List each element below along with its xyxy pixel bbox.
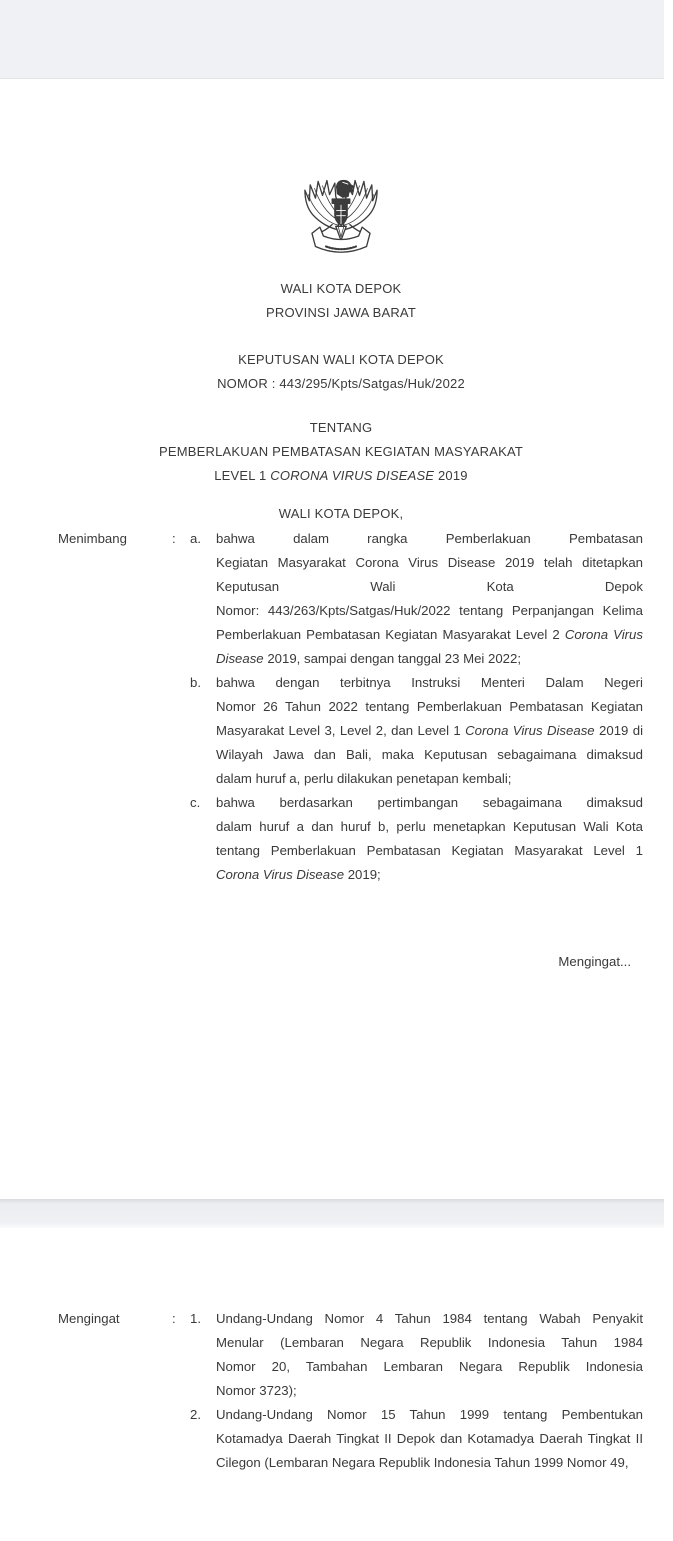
letterhead bbox=[9, 175, 673, 526]
page-break-separator bbox=[0, 1199, 664, 1228]
clause-line: bahwa dalam rangka Pemberlakuan Pembatasan bbox=[216, 531, 643, 546]
considering-item bbox=[190, 671, 643, 791]
clause-line: bahwa berdasarkan pertimbangan sebagaimana dimaksud bbox=[216, 795, 643, 810]
subject-line-1: PEMBERLAKUAN PEMBATASAN KEGIATAN MASYARAKAT bbox=[158, 444, 523, 459]
clause-line: Menular (Lembaran Negara Republik Indonesia Tahun 1984 bbox=[216, 1335, 643, 1350]
item-marker: a. bbox=[190, 531, 201, 546]
clause-line: Wilayah Jawa dan Bali, maka Keputusan sebagaimana dimaksud bbox=[216, 747, 643, 762]
decree-title: KEPUTUSAN WALI KOTA DEPOK bbox=[238, 352, 444, 367]
considering-section bbox=[0, 527, 664, 887]
clause-line: Undang-Undang Nomor 15 Tahun 1999 tentang Pembentukan bbox=[216, 1407, 643, 1422]
recalling-colon: : bbox=[172, 1311, 176, 1326]
item-marker: c. bbox=[190, 795, 201, 810]
clause-line: dalam huruf a dan huruf b, perlu menetapkan Keputusan Wali Kota bbox=[216, 819, 643, 834]
item-marker: 2. bbox=[190, 1407, 201, 1422]
item-text bbox=[216, 1403, 643, 1475]
item-text bbox=[216, 671, 643, 791]
decree-number: NOMOR : 443/295/Kpts/Satgas/Huk/2022 bbox=[217, 376, 465, 391]
tentang-label: TENTANG bbox=[309, 420, 373, 435]
salutation: WALI KOTA DEPOK, bbox=[278, 506, 404, 521]
clause-line: dalam huruf a, perlu dilakukan penetapan kembali; bbox=[216, 771, 512, 786]
recalling-item bbox=[190, 1307, 643, 1403]
recalling-item bbox=[190, 1403, 643, 1475]
clause-line: Nomor 26 Tahun 2022 tentang Pemberlakuan Pembatasan Kegiatan bbox=[216, 699, 643, 714]
item-text bbox=[216, 527, 643, 671]
recalling-section bbox=[0, 1307, 664, 1475]
document-page-1 bbox=[0, 175, 664, 1199]
clause-line: Masyarakat Level 3, Level 2, dan Level 1 Corona Virus Disease 2019 di bbox=[216, 723, 644, 738]
clause-line: Kotamadya Daerah Tingkat II Depok dan Kotamadya Daerah Tingkat II bbox=[216, 1431, 643, 1446]
clause-line: Cilegon (Lembaran Negara Republik Indonesia Tahun 1999 Nomor 49, bbox=[216, 1455, 629, 1470]
clause-line: Corona Virus Disease 2019; bbox=[216, 867, 381, 882]
recalling-items bbox=[190, 1307, 643, 1475]
considering-item bbox=[190, 527, 643, 671]
considering-items bbox=[190, 527, 643, 887]
page-continuation-word: Mengingat... bbox=[558, 954, 631, 969]
province-name: PROVINSI JAWA BARAT bbox=[266, 305, 416, 320]
item-text bbox=[216, 1307, 643, 1403]
clause-line: Nomor: 443/263/Kpts/Satgas/Huk/2022 tentang Perpanjangan Kelima bbox=[216, 603, 643, 618]
considering-label: Menimbang bbox=[58, 531, 127, 546]
top-chrome-bar bbox=[0, 0, 664, 79]
clause-line: tentang Pemberlakuan Pembatasan Kegiatan Masyarakat Level 1 bbox=[216, 843, 643, 858]
item-marker: b. bbox=[190, 675, 201, 690]
city-emblem-icon bbox=[297, 175, 385, 267]
considering-item bbox=[190, 791, 643, 887]
clause-line: Undang-Undang Nomor 4 Tahun 1984 tentang Wabah Penyakit bbox=[216, 1311, 643, 1326]
considering-colon: : bbox=[172, 531, 176, 546]
clause-line: bahwa dengan terbitnya Instruksi Menteri Dalam Negeri bbox=[216, 675, 643, 690]
item-marker: 1. bbox=[190, 1311, 201, 1326]
item-text bbox=[216, 791, 643, 887]
recalling-label: Mengingat bbox=[58, 1311, 120, 1326]
document-page-2 bbox=[0, 1307, 664, 1541]
org-name: WALI KOTA DEPOK bbox=[280, 281, 402, 296]
clause-line: Kegiatan Masyarakat Corona Virus Disease 2019 telah ditetapkan bbox=[216, 555, 643, 570]
subject-line-2: LEVEL 1 CORONA VIRUS DISEASE 2019 bbox=[214, 468, 468, 483]
clause-line: Disease 2019, sampai dengan tanggal 23 Mei 2022; bbox=[216, 651, 522, 666]
clause-line: Nomor 20, Tambahan Lembaran Negara Republik Indonesia bbox=[216, 1359, 643, 1374]
clause-line: Pemberlakuan Pembatasan Kegiatan Masyarakat Level 2 Corona Virus bbox=[216, 627, 643, 642]
clause-line: Keputusan Wali Kota Depok bbox=[216, 579, 643, 594]
clause-line: Nomor 3723); bbox=[216, 1383, 297, 1398]
